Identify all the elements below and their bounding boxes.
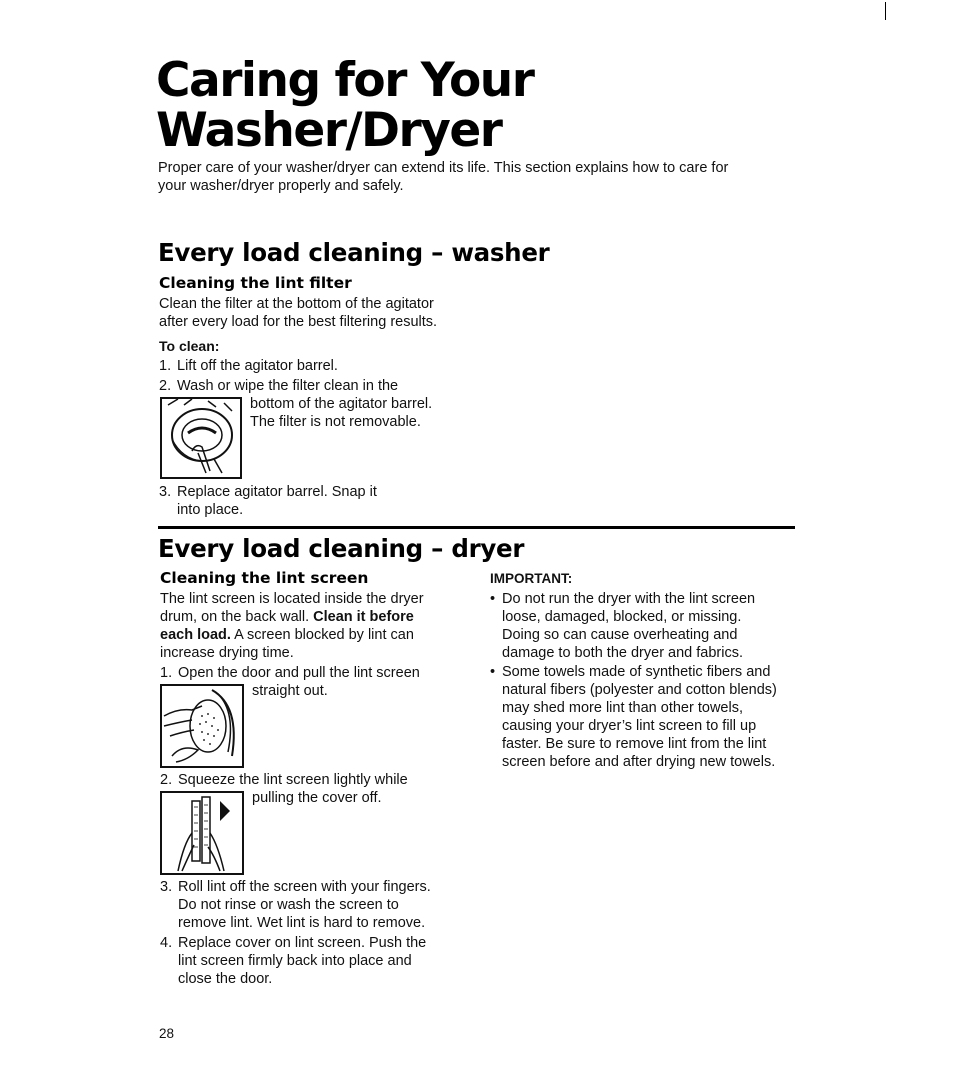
step-text: Open the door and pull the lint screen <box>178 665 420 681</box>
step-text: Lift off the agitator barrel. <box>177 358 338 374</box>
step-text: Squeeze the lint screen lightly while <box>178 772 408 788</box>
screen-desc-line-2: drum, on the back wall. <box>160 609 314 625</box>
step-text: The filter is not removable. <box>250 414 421 430</box>
lint-screen-squeeze-illustration <box>160 791 244 875</box>
bullet-line: Do not run the dryer with the lint screen <box>502 591 756 607</box>
lint-screen-subheading: Cleaning the lint screen <box>160 569 369 587</box>
step-text: remove lint. Wet lint is hard to remove. <box>178 915 426 931</box>
step-text: bottom of the agitator barrel. <box>250 396 433 412</box>
dryer-step-1-continued <box>252 682 328 700</box>
bullet-dot-icon: • <box>490 664 496 680</box>
dryer-section-heading: Every load cleaning – dryer <box>158 534 525 563</box>
washer-step-2-continued <box>250 395 432 431</box>
washer-section-heading: Every load cleaning – washer <box>158 238 550 267</box>
lint-filter-subheading: Cleaning the lint filter <box>159 274 352 292</box>
page-title <box>156 53 534 158</box>
bullet-text <box>502 590 755 662</box>
to-clean-label: To clean: <box>159 338 220 354</box>
step-text: straight out. <box>252 683 328 699</box>
dryer-step-2-continued <box>252 789 382 807</box>
bullet-line: faster. Be sure to remove lint from the lint <box>502 736 767 752</box>
step-text: pulling the cover off. <box>252 790 382 806</box>
step-text: close the door. <box>178 971 273 987</box>
bullet-dot-icon: • <box>490 591 496 607</box>
intro-line-1: Proper care of your washer/dryer can extend its life. This section explains how to care for <box>158 160 729 176</box>
bullet-text <box>502 663 777 771</box>
filter-desc-line-1: Clean the filter at the bottom of the agitator <box>159 296 434 312</box>
screen-desc-line-3: A screen blocked by lint can <box>230 627 414 643</box>
page-edge-mark <box>885 2 886 20</box>
step-text: Replace agitator barrel. Snap it <box>177 484 377 500</box>
step-number: 2. <box>160 772 173 788</box>
intro-line-2: your washer/dryer properly and safely. <box>158 178 404 194</box>
bullet-line: natural fibers (polyester and cotton blends) <box>502 682 777 698</box>
step-text: Roll lint off the screen with your fingers. <box>178 879 431 895</box>
lint-screen-pull-illustration <box>160 684 244 768</box>
bullet-line: damage to both the dryer and fabrics. <box>502 645 744 661</box>
title-line-2: Washer/Dryer <box>156 103 502 158</box>
step-number: 3. <box>159 484 172 500</box>
step-number: 4. <box>160 935 173 951</box>
step-number: 3. <box>160 879 173 895</box>
bullet-line: causing your dryer’s lint screen to fill up <box>502 718 757 734</box>
step-text: lint screen firmly back into place and <box>178 953 412 969</box>
step-number: 1. <box>160 665 173 681</box>
dryer-step-4-continued <box>178 952 412 988</box>
bullet-line: Doing so can cause overheating and <box>502 627 738 643</box>
washer-step-3-continued <box>177 501 243 519</box>
screen-desc-line-4: increase drying time. <box>160 645 294 661</box>
step-text: Do not rinse or wash the screen to <box>178 897 399 913</box>
filter-desc-line-2: after every load for the best filtering results. <box>159 314 438 330</box>
agitator-barrel-icon <box>162 399 240 477</box>
bullet-line: Some towels made of synthetic fibers and <box>502 664 771 680</box>
step-text: Wash or wipe the filter clean in the <box>177 378 399 394</box>
important-label: IMPORTANT: <box>490 571 573 586</box>
screen-desc-emphasis-2: each load. <box>160 627 231 643</box>
section-divider <box>158 526 795 529</box>
bullet-line: screen before and after drying new towels. <box>502 754 776 770</box>
screen-desc-line-1: The lint screen is located inside the dryer <box>160 591 424 607</box>
step-text: Replace cover on lint screen. Push the <box>178 935 427 951</box>
dryer-step-3-continued <box>178 896 425 932</box>
squeeze-hands-icon <box>162 793 242 873</box>
intro-paragraph <box>158 159 728 195</box>
lint-screen-description <box>160 590 424 662</box>
bullet-line: loose, damaged, blocked, or missing. <box>502 609 742 625</box>
step-text: into place. <box>177 502 244 518</box>
agitator-filter-illustration <box>160 397 242 479</box>
screen-desc-emphasis: Clean it before <box>313 609 414 625</box>
step-number: 1. <box>159 358 172 374</box>
lint-filter-description <box>159 295 437 331</box>
bullet-line: may shed more lint than other towels, <box>502 700 743 716</box>
page-number: 28 <box>159 1026 175 1041</box>
lint-screen-hand-icon <box>162 686 242 766</box>
title-line-1: Caring for Your <box>156 53 534 108</box>
step-number: 2. <box>159 378 172 394</box>
